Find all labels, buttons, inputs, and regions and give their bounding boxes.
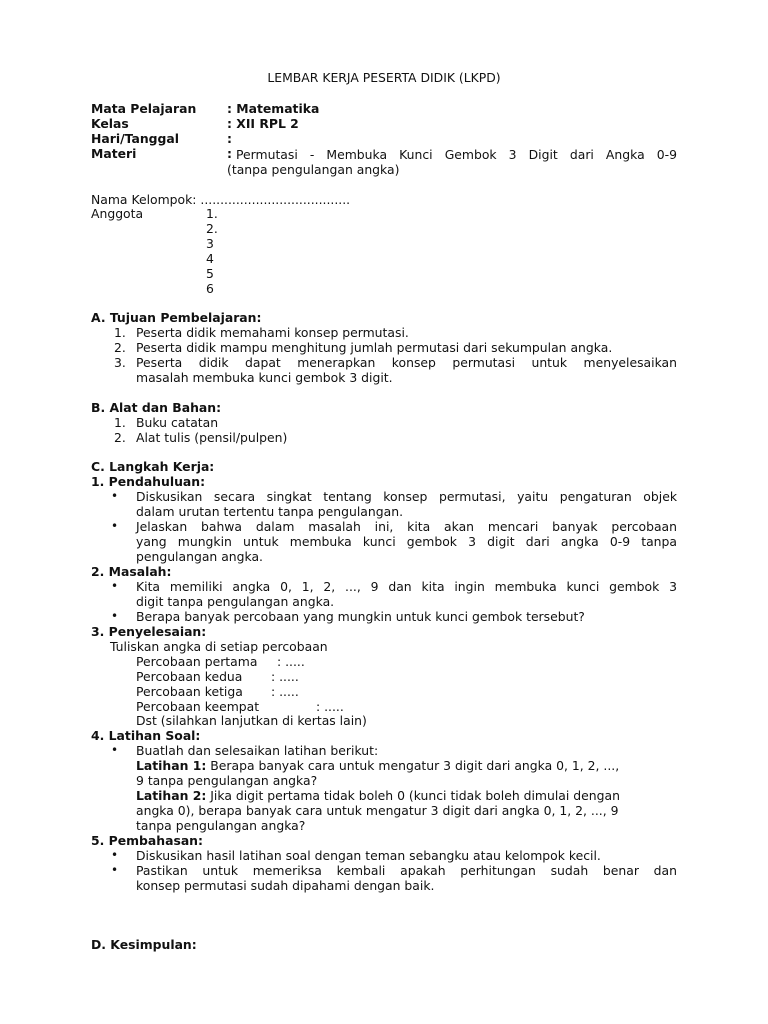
step5-bullet2-line2: konsep permutasi sudah dipahami dengan baik. xyxy=(136,878,435,893)
section-a-heading: A. Tujuan Pembelajaran: xyxy=(91,310,262,325)
step4-bullet: Buatlah dan selesaikan latihan berikut: xyxy=(136,743,379,758)
exercise-2-line1 xyxy=(136,788,620,803)
attempt-3-value: : ..... xyxy=(271,684,299,699)
section-b-heading: B. Alat dan Bahan: xyxy=(91,400,222,415)
topic-value-line2: (tanpa pengulangan angka) xyxy=(227,162,400,177)
bullet-icon: • xyxy=(111,519,119,533)
attempt-2-value: : ..... xyxy=(271,669,299,684)
bullet-icon: • xyxy=(111,609,119,623)
attempt-3-label: Percobaan ketiga xyxy=(136,684,243,699)
objective-3-text-line2: masalah membuka kunci gembok 3 digit. xyxy=(136,370,393,385)
tool-1-text: Buku catatan xyxy=(136,415,219,430)
member-6: 6 xyxy=(206,281,214,296)
step2-bullet2: Berapa banyak percobaan yang mungkin untuk kunci gembok tersebut? xyxy=(136,609,585,624)
step2-heading: 2. Masalah: xyxy=(91,564,172,579)
subject-value: : Matematika xyxy=(227,101,320,116)
objective-1-text: Peserta didik memahami konsep permutasi. xyxy=(136,325,409,340)
member-3: 3 xyxy=(206,236,214,251)
step5-bullet2-line1: Pastikan untuk memeriksa kembali apakah perhitungan sudah benar dan xyxy=(136,863,677,878)
topic-label: Materi xyxy=(91,146,137,161)
attempt-1-value: : ..... xyxy=(277,654,305,669)
objective-3-number: 3. xyxy=(114,355,126,370)
step3-note: Dst (silahkan lanjutkan di kertas lain) xyxy=(136,713,367,728)
section-d-heading: D. Kesimpulan: xyxy=(91,937,197,952)
step4-heading: 4. Latihan Soal: xyxy=(91,728,201,743)
bullet-icon: • xyxy=(111,489,119,503)
exercise-2-line2: angka 0), berapa banyak cara untuk mengatur 3 digit dari angka 0, 1, 2, ..., 9 xyxy=(136,803,619,818)
bullet-icon: • xyxy=(111,743,119,757)
step1-bullet1-line2: dalam urutan tertentu tanpa pengulangan. xyxy=(136,504,404,519)
step5-bullet1: Diskusikan hasil latihan soal dengan teman sebangku atau kelompok kecil. xyxy=(136,848,601,863)
class-label: Kelas xyxy=(91,116,129,131)
section-c-heading: C. Langkah Kerja: xyxy=(91,459,215,474)
member-4: 4 xyxy=(206,251,214,266)
tool-2-number: 2. xyxy=(114,430,126,445)
member-5: 5 xyxy=(206,266,214,281)
step3-intro: Tuliskan angka di setiap percobaan xyxy=(110,639,328,654)
member-1: 1. xyxy=(206,206,218,221)
exercise-1-label: Latihan 1: xyxy=(136,758,207,773)
topic-colon: : xyxy=(227,146,232,161)
objective-3-text-line1: Peserta didik dapat menerapkan konsep permutasi untuk menyelesaikan xyxy=(136,355,677,370)
bullet-icon: • xyxy=(111,579,119,593)
exercise-1-line1 xyxy=(136,758,619,773)
attempt-2-label: Percobaan kedua xyxy=(136,669,243,684)
date-label: Hari/Tanggal xyxy=(91,131,179,146)
class-value: : XII RPL 2 xyxy=(227,116,299,131)
step5-heading: 5. Pembahasan: xyxy=(91,833,203,848)
step3-heading: 3. Penyelesaian: xyxy=(91,624,207,639)
step2-bullet1-line1: Kita memiliki angka 0, 1, 2, ..., 9 dan kita ingin membuka kunci gembok 3 xyxy=(136,579,677,594)
topic-value-line1: Permutasi - Membuka Kunci Gembok 3 Digit dari Angka 0-9 xyxy=(236,147,677,162)
group-name-line: Nama Kelompok: ...................................... xyxy=(91,192,351,207)
attempt-4-label: Percobaan keempat xyxy=(136,699,260,714)
exercise-2-text: Jika digit pertama tidak boleh 0 (kunci tidak boleh dimulai dengan xyxy=(210,788,620,803)
attempt-1-label: Percobaan pertama xyxy=(136,654,258,669)
objective-1-number: 1. xyxy=(114,325,126,340)
objective-2-text: Peserta didik mampu menghitung jumlah permutasi dari sekumpulan angka. xyxy=(136,340,613,355)
date-value: : xyxy=(227,131,232,146)
bullet-icon: • xyxy=(111,848,119,862)
step1-bullet1-line1: Diskusikan secara singkat tentang konsep permutasi, yaitu pengaturan objek xyxy=(136,489,677,504)
step1-bullet2-line2: yang mungkin untuk membuka kunci gembok 3 digit dari angka 0-9 tanpa xyxy=(136,534,677,549)
members-label: Anggota xyxy=(91,206,144,221)
objective-2-number: 2. xyxy=(114,340,126,355)
exercise-1-line2: 9 tanpa pengulangan angka? xyxy=(136,773,318,788)
exercise-1-text: Berapa banyak cara untuk mengatur 3 digit dari angka 0, 1, 2, ..., xyxy=(210,758,620,773)
document-title: LEMBAR KERJA PESERTA DIDIK (LKPD) xyxy=(267,70,501,85)
member-2: 2. xyxy=(206,221,218,236)
step1-bullet2-line3: pengulangan angka. xyxy=(136,549,263,564)
bullet-icon: • xyxy=(111,863,119,877)
tool-2-text: Alat tulis (pensil/pulpen) xyxy=(136,430,288,445)
step2-bullet1-line2: digit tanpa pengulangan angka. xyxy=(136,594,335,609)
tool-1-number: 1. xyxy=(114,415,126,430)
step1-heading: 1. Pendahuluan: xyxy=(91,474,206,489)
exercise-2-line3: tanpa pengulangan angka? xyxy=(136,818,306,833)
step1-bullet2-line1: Jelaskan bahwa dalam masalah ini, kita akan mencari banyak percobaan xyxy=(136,519,677,534)
attempt-4-value: : ..... xyxy=(316,699,344,714)
subject-label: Mata Pelajaran xyxy=(91,101,197,116)
exercise-2-label: Latihan 2: xyxy=(136,788,207,803)
